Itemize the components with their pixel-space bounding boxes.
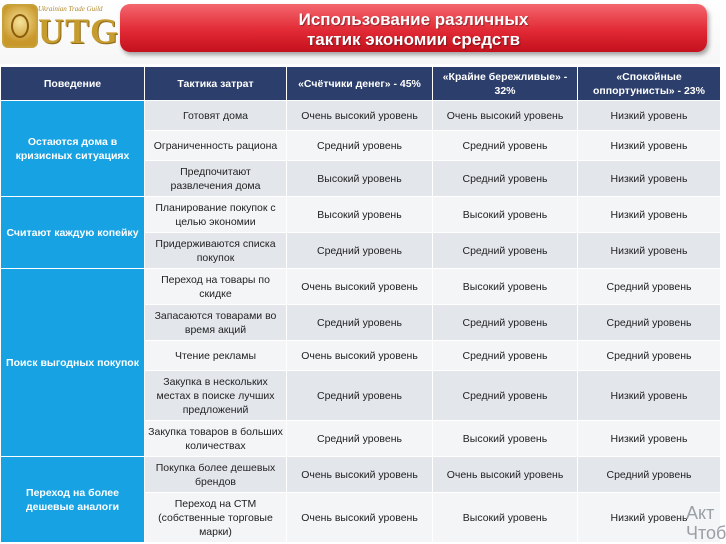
value-cell: Высокий уровень [433, 421, 578, 457]
header-calm-opportunists: «Спокойные оппортунисты» - 23% [578, 67, 721, 101]
value-cell: Очень высокий уровень [287, 101, 433, 131]
logo-subtitle: Ukrainian Trade Guild [38, 5, 103, 13]
value-cell: Средний уровень [433, 341, 578, 371]
value-cell: Средний уровень [433, 371, 578, 421]
table-row [1, 457, 721, 493]
value-cell: Средний уровень [433, 131, 578, 161]
group-label: Переход на более дешевые аналоги [1, 457, 145, 543]
group-label: Остаются дома в кризисных ситуациях [1, 101, 145, 197]
tactic-cell: Переход на СТМ (собственные торговые марки) [145, 493, 287, 543]
logo-text: UTG [38, 11, 120, 51]
value-cell: Высокий уровень [287, 161, 433, 197]
value-cell: Средний уровень [433, 233, 578, 269]
value-cell: Очень высокий уровень [433, 101, 578, 131]
value-cell: Средний уровень [287, 371, 433, 421]
group-label: Поиск выгодных покупок [1, 269, 145, 457]
value-cell: Низкий уровень [578, 371, 721, 421]
tactic-cell: Покупка более дешевых брендов [145, 457, 287, 493]
title-banner [120, 4, 707, 52]
value-cell: Средний уровень [578, 457, 721, 493]
value-cell: Средний уровень [287, 305, 433, 341]
utg-logo [2, 4, 120, 51]
title-line-1: Использование различных [298, 10, 529, 29]
table-row [1, 101, 721, 131]
value-cell: Очень высокий уровень [287, 493, 433, 543]
value-cell: Высокий уровень [433, 269, 578, 305]
value-cell: Очень высокий уровень [433, 457, 578, 493]
value-cell: Низкий уровень [578, 101, 721, 131]
table-row [1, 269, 721, 305]
value-cell: Высокий уровень [287, 197, 433, 233]
title-line-2: тактик экономии средств [306, 30, 521, 49]
tactic-cell: Закупка в нескольких местах в поиске лучших предложений [145, 371, 287, 421]
value-cell: Высокий уровень [433, 197, 578, 233]
group-label: Считают каждую копейку [1, 197, 145, 269]
value-cell: Низкий уровень [578, 197, 721, 233]
tactic-cell: Закупка товаров в больших количествах [145, 421, 287, 457]
tactics-table [0, 66, 726, 543]
tactic-cell: Ограниченность рациона [145, 131, 287, 161]
value-cell: Средний уровень [578, 269, 721, 305]
value-cell: Средний уровень [433, 161, 578, 197]
value-cell: Очень высокий уровень [287, 269, 433, 305]
header-behavior: Поведение [1, 67, 145, 101]
header-row [1, 67, 721, 101]
value-cell: Средний уровень [287, 233, 433, 269]
watermark-line-1: Акт [686, 503, 715, 523]
tactic-cell: Готовят дома [145, 101, 287, 131]
value-cell: Высокий уровень [433, 493, 578, 543]
header-extremely-thrifty: «Крайне бережливые» - 32% [433, 67, 578, 101]
slide-header [0, 0, 720, 64]
tactic-cell: Предпочитают развлечения дома [145, 161, 287, 197]
value-cell: Низкий уровень [578, 233, 721, 269]
value-cell: Средний уровень [578, 305, 721, 341]
guild-emblem-icon [2, 4, 38, 48]
tactic-cell: Переход на товары по скидке [145, 269, 287, 305]
value-cell: Низкий уровень [578, 493, 721, 543]
header-money-counters: «Счётчики денег» - 45% [287, 67, 433, 101]
value-cell: Средний уровень [433, 305, 578, 341]
value-cell: Низкий уровень [578, 131, 721, 161]
tactic-cell: Чтение рекламы [145, 341, 287, 371]
value-cell: Средний уровень [578, 341, 721, 371]
tactic-cell: Придерживаются списка покупок [145, 233, 287, 269]
value-cell: Очень высокий уровень [287, 341, 433, 371]
value-cell: Низкий уровень [578, 421, 721, 457]
tactic-cell: Запасаются товарами во время акций [145, 305, 287, 341]
watermark-line-2: Чтоб [686, 523, 726, 543]
header-tactic: Тактика затрат [145, 67, 287, 101]
value-cell: Очень высокий уровень [287, 457, 433, 493]
value-cell: Низкий уровень [578, 161, 721, 197]
table-row [1, 197, 721, 233]
value-cell: Средний уровень [287, 131, 433, 161]
tactic-cell: Планирование покупок с целью экономии [145, 197, 287, 233]
activation-watermark [686, 503, 726, 543]
value-cell: Средний уровень [287, 421, 433, 457]
